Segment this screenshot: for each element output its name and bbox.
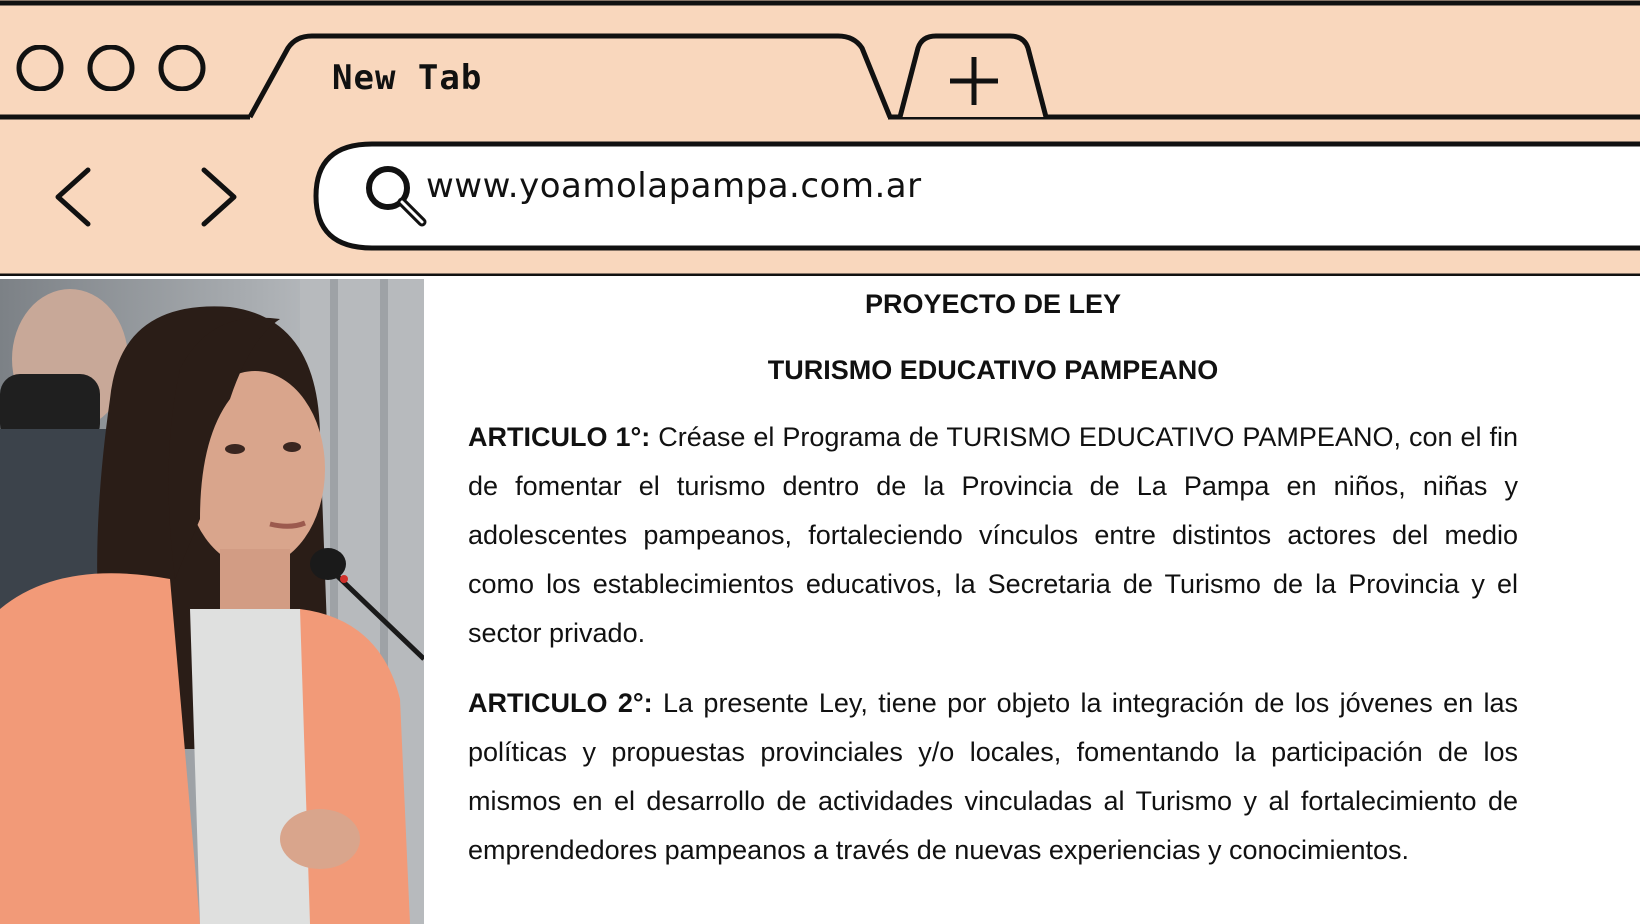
window-control-maximize[interactable]: [161, 47, 203, 89]
browser-chrome: [0, 0, 1640, 276]
search-icon: [364, 164, 430, 230]
article-2-label: ARTICULO 2°:: [468, 688, 653, 718]
article-2: [468, 679, 1518, 875]
article-1: [468, 413, 1518, 658]
article-1-text: Créase el Programa de TURISMO EDUCATIVO PAMPEANO, con el fin de fomentar el turismo dentro de la Provincia de La Pampa en niños, niñas y adolescentes pampeanos, fortaleciendo vínculos entre distintos actores del medio como los establecimientos educativos, la Secretaria de Turismo de la Provincia y el sector privado.: [468, 422, 1519, 648]
chevron-left-icon[interactable]: [52, 166, 96, 228]
document-title: PROYECTO DE LEY: [864, 289, 1122, 319]
plus-icon[interactable]: [948, 55, 1000, 107]
article-1-label: ARTICULO 1°:: [468, 422, 651, 452]
speaker-photo: [0, 279, 424, 924]
url-text: www.yoamolapampa.com.ar: [426, 166, 922, 206]
document-subtitle: TURISMO EDUCATIVO PAMPEANO: [767, 355, 1219, 385]
window-control-minimize[interactable]: [90, 47, 132, 89]
tab-title: New Tab: [332, 58, 483, 98]
chevron-right-icon[interactable]: [196, 166, 240, 228]
article-2-text: La presente Ley, tiene por objeto la integración de los jóvenes en las políticas y propuestas provinciales y/o locales, fomentando la participación de los mismos en el desarrollo de actividades vinculadas al Turismo y al fortalecimiento de emprendedores pampeanos a través de nuevas experiencias y conocimientos.: [468, 688, 1518, 865]
window-control-close[interactable]: [19, 47, 61, 89]
window-controls: [14, 45, 214, 91]
speaker-photo-illustration: [0, 279, 424, 924]
document: [468, 279, 1518, 875]
